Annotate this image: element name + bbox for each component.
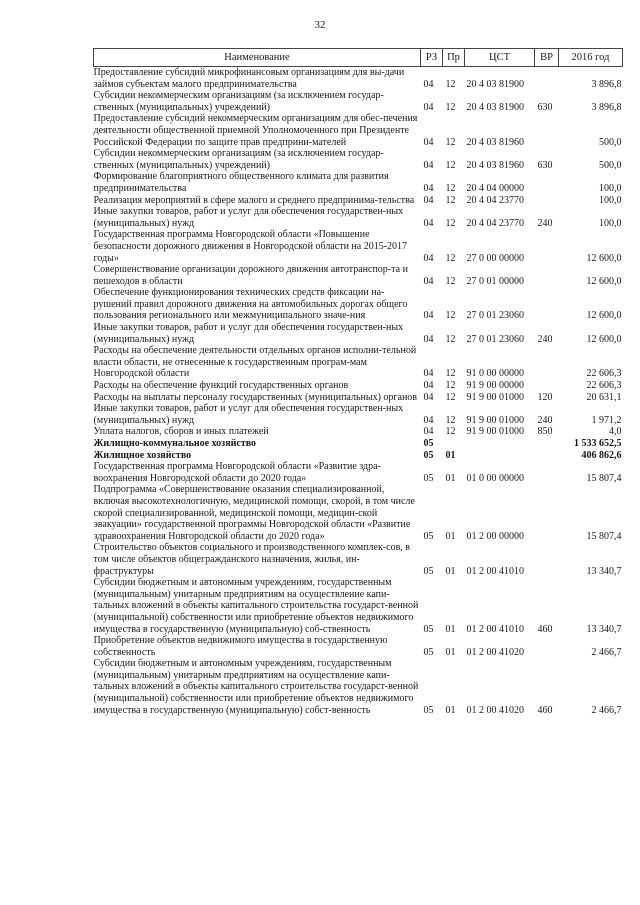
row-pr-cell: 12 <box>445 217 456 229</box>
row-pr-cell: 01 <box>445 472 456 484</box>
row-rz-cell: 05 <box>423 704 434 716</box>
row-cst-cell: 91 9 00 01000 <box>466 426 524 438</box>
row-rz-cell: 04 <box>423 159 434 171</box>
table-row <box>94 322 623 345</box>
header-pr: Пр <box>443 49 465 67</box>
row-sum-cell: 12 600,0 <box>586 333 622 345</box>
table-row <box>94 380 623 392</box>
row-name-cell: Субсидии некоммерческим организациям (за исключением государ-ственных (муниципальных) учреждений) <box>93 148 384 171</box>
row-sum-cell: 15 807,4 <box>586 530 622 542</box>
row-cst-cell: 20 4 04 00000 <box>466 182 524 194</box>
row-name-cell: Подпрограмма «Совершенствование оказания специализированной, включая высокотехнологичную, медицинской помощи, скорой, в том числе скорой специализированной, медицинской помощи, медицин-ской эвакуации» государственной программы Новгородской области «Развитие здравоохранения Новгородской области до 2020 года» <box>93 484 415 542</box>
table-row <box>94 484 623 542</box>
row-pr-cell <box>443 438 465 450</box>
row-rz-cell: 04 <box>423 217 434 229</box>
row-name-cell: Субсидии бюджетным и автономным учреждениям, государственным (муниципальным) унитарным предприятиям на осуществление капи-тальных вложений в объекты капитального строительства государст-венной (муниципальной) собственности или приобретение объектов недвижимого имущества в государственную (муниципальную) собст-венность <box>93 658 419 716</box>
table-row <box>94 577 623 635</box>
row-rz-cell: 04 <box>423 391 434 403</box>
row-pr-cell: 12 <box>445 101 456 113</box>
row-cst-cell: 91 9 00 00000 <box>466 380 524 392</box>
row-pr-cell: 12 <box>445 136 456 148</box>
row-name-cell: Иные закупки товаров, работ и услуг для обеспечения государствен-ных (муниципальных) нужд <box>93 206 404 229</box>
row-cst-cell: 91 0 00 00000 <box>466 368 524 380</box>
table-row <box>94 90 623 113</box>
table-body <box>94 67 623 717</box>
row-sum-cell: 2 466,7 <box>591 704 622 716</box>
row-name-cell: Иные закупки товаров, работ и услуг для обеспечения государствен-ных (муниципальных) нужд <box>93 403 404 426</box>
row-name-cell: Совершенствование организации дорожного движения автотранспор-та и пешеходов в области <box>93 264 408 287</box>
row-name-cell: Жилищное хозяйство <box>93 449 192 461</box>
row-vr-cell <box>535 195 559 207</box>
row-name-cell: Субсидии некоммерческим организациям (за исключением государ-ственных (муниципальных) учреждений) <box>93 90 384 113</box>
row-sum-cell: 13 340,7 <box>586 565 622 577</box>
row-cst-cell: 01 2 00 41020 <box>466 704 524 716</box>
row-name-cell: Строительство объектов социального и производственного комплек-сов, в том числе объектов общегражданского назначения, жилья, ин-фраструктуры <box>93 542 411 577</box>
row-sum-cell: 3 896,8 <box>591 101 622 113</box>
row-sum-cell: 20 631,1 <box>586 391 622 403</box>
row-vr-cell <box>535 438 559 450</box>
header-sum: 2016 год <box>559 49 623 67</box>
row-pr-cell: 01 <box>445 565 456 577</box>
row-pr-cell: 12 <box>445 194 456 206</box>
row-vr-cell: 460 <box>537 623 553 635</box>
table-row <box>94 392 623 404</box>
table-row <box>94 171 623 194</box>
row-rz-cell: 04 <box>423 380 434 392</box>
row-cst-cell: 20 4 03 81900 <box>466 101 524 113</box>
row-rz-cell: 04 <box>423 101 434 113</box>
row-pr-cell: 01 <box>445 646 456 658</box>
row-sum-cell: 1 533 652,5 <box>574 438 622 449</box>
row-pr-cell: 12 <box>445 275 456 287</box>
row-sum-cell: 500,0 <box>599 159 622 171</box>
row-name-cell: Уплата налогов, сборов и иных платежей <box>93 426 269 438</box>
table-row <box>94 542 623 577</box>
row-cst-cell <box>465 438 535 450</box>
row-rz-cell: 04 <box>423 182 434 194</box>
row-sum-cell: 100,0 <box>599 194 622 206</box>
row-cst-cell: 27 0 01 00000 <box>466 275 524 287</box>
row-rz-cell: 05 <box>423 646 434 658</box>
row-cst-cell: 01 2 00 00000 <box>466 530 524 542</box>
page-number: 32 <box>314 19 326 31</box>
table-row <box>94 438 623 450</box>
row-vr-cell <box>535 264 559 287</box>
row-sum-cell: 3 896,8 <box>591 78 622 90</box>
row-vr-cell <box>535 67 559 91</box>
row-vr-cell <box>535 484 559 542</box>
row-cst-cell: 27 0 01 23060 <box>466 333 524 345</box>
row-cst-cell: 20 4 04 23770 <box>466 194 524 206</box>
row-rz-cell: 04 <box>423 333 434 345</box>
row-name-cell: Приобретение объектов недвижимого имущества в государственную собственность <box>93 635 388 658</box>
row-name-cell: Жилищно-коммунальное хозяйство <box>93 438 257 449</box>
table-row <box>94 67 623 91</box>
table-row <box>94 113 623 148</box>
row-pr-cell: 01 <box>445 623 456 635</box>
row-cst-cell: 20 4 03 81960 <box>466 136 524 148</box>
table-row <box>94 426 623 438</box>
row-rz-cell: 05 <box>423 530 434 542</box>
row-sum-cell: 2 466,7 <box>591 646 622 658</box>
row-pr-cell: 12 <box>445 182 456 194</box>
row-rz-cell: 04 <box>423 136 434 148</box>
row-vr-cell <box>535 635 559 658</box>
table-row <box>94 264 623 287</box>
table-header-row <box>94 49 623 67</box>
row-pr-cell: 12 <box>445 159 456 171</box>
row-rz-cell: 04 <box>423 414 434 426</box>
table-row <box>94 206 623 229</box>
row-name-cell: Государственная программа Новгородской области «Развитие здра-воохранения Новгородской области до 2020 года» <box>93 461 381 484</box>
row-cst-cell: 01 2 00 41010 <box>466 565 524 577</box>
row-name-cell: Государственная программа Новгородской области «Повышение безопасности дорожного движения в Новгородской области на 2015-2017 годы» <box>93 229 408 264</box>
row-vr-cell <box>535 345 559 380</box>
row-cst-cell: 27 0 01 23060 <box>466 310 524 322</box>
header-name: Наименование <box>94 49 421 67</box>
row-rz-cell: 05 <box>423 438 434 449</box>
row-sum-cell: 22 606,3 <box>586 368 622 380</box>
row-sum-cell: 1 971,2 <box>591 414 622 426</box>
row-pr-cell: 12 <box>445 252 456 264</box>
row-vr-cell: 850 <box>537 426 553 438</box>
table-row <box>94 461 623 484</box>
row-sum-cell: 12 600,0 <box>586 275 622 287</box>
table-row <box>94 635 623 658</box>
row-vr-cell <box>535 287 559 322</box>
row-cst-cell: 20 4 04 23770 <box>466 217 524 229</box>
row-rz-cell: 04 <box>423 194 434 206</box>
row-name-cell: Расходы на обеспечение функций государственных органов <box>93 380 349 392</box>
row-sum-cell: 13 340,7 <box>586 623 622 635</box>
row-rz-cell: 05 <box>423 472 434 484</box>
row-pr-cell: 01 <box>445 530 456 542</box>
row-rz-cell: 04 <box>423 78 434 90</box>
table-row <box>94 345 623 380</box>
table-row <box>94 450 623 462</box>
table-row <box>94 403 623 426</box>
row-cst-cell: 01 0 00 00000 <box>466 472 524 484</box>
row-pr-cell: 12 <box>445 426 456 438</box>
row-rz-cell: 04 <box>423 252 434 264</box>
row-vr-cell <box>535 380 559 392</box>
row-sum-cell: 100,0 <box>599 217 622 229</box>
budget-table <box>93 48 623 716</box>
table-row <box>94 195 623 207</box>
row-vr-cell: 240 <box>537 333 553 345</box>
row-rz-cell: 04 <box>423 310 434 322</box>
row-cst-cell: 91 9 00 01000 <box>466 391 524 403</box>
row-sum-cell: 12 600,0 <box>586 310 622 322</box>
row-sum-cell: 500,0 <box>599 136 622 148</box>
row-cst-cell <box>465 450 535 462</box>
row-sum-cell: 15 807,4 <box>586 472 622 484</box>
row-pr-cell: 12 <box>445 414 456 426</box>
row-pr-cell: 01 <box>445 449 456 461</box>
row-vr-cell <box>535 461 559 484</box>
table-row <box>94 229 623 264</box>
row-cst-cell: 20 4 03 81960 <box>466 159 524 171</box>
row-pr-cell: 12 <box>445 310 456 322</box>
row-name-cell: Расходы на обеспечение деятельности отдельных органов исполни-тельной власти области, не отнесенные к государственным програм-мам Новгородской области <box>93 345 417 380</box>
row-vr-cell: 630 <box>537 159 553 171</box>
row-vr-cell: 240 <box>537 217 553 229</box>
row-cst-cell: 01 2 00 41020 <box>466 646 524 658</box>
row-vr-cell <box>535 450 559 462</box>
row-pr-cell: 12 <box>445 333 456 345</box>
row-rz-cell: 04 <box>423 275 434 287</box>
row-vr-cell: 240 <box>537 414 553 426</box>
row-sum-cell: 12 600,0 <box>586 252 622 264</box>
row-sum-cell: 4,0 <box>609 426 622 438</box>
row-name-cell: Формирование благоприятного общественного климата для развития предпринимательства <box>93 171 389 194</box>
row-rz-cell: 05 <box>423 565 434 577</box>
row-cst-cell: 20 4 03 81900 <box>466 78 524 90</box>
row-vr-cell <box>535 542 559 577</box>
row-name-cell: Обеспечение функционирования технических средств фиксации на-рушений правил дорожного движения на автомобильных дорогах общего пользования регионального или межмуниципального значе-ния <box>93 287 408 322</box>
row-rz-cell: 05 <box>423 623 434 635</box>
row-vr-cell: 120 <box>537 391 553 403</box>
row-cst-cell: 91 9 00 01000 <box>466 414 524 426</box>
row-name-cell: Субсидии бюджетным и автономным учреждениям, государственным (муниципальным) унитарным предприятиям на осуществление капи-тальных вложений в объекты капитального строительства государст-венной (муниципальной) собственности или приобретение объектов недвижимого имущества в государственную (муниципальную) соб-ственность <box>93 577 419 635</box>
row-pr-cell: 01 <box>445 704 456 716</box>
row-cst-cell: 01 2 00 41010 <box>466 623 524 635</box>
row-vr-cell: 630 <box>537 101 553 113</box>
table-row <box>94 658 623 716</box>
row-sum-cell: 406 862,6 <box>581 449 622 461</box>
row-vr-cell <box>535 171 559 194</box>
row-rz-cell: 05 <box>423 449 434 461</box>
row-pr-cell: 12 <box>445 391 456 403</box>
header-vr: ВР <box>535 49 559 67</box>
row-rz-cell: 04 <box>423 368 434 380</box>
table-row <box>94 148 623 171</box>
header-cst: ЦСТ <box>465 49 535 67</box>
budget-table-container <box>93 48 622 716</box>
row-vr-cell <box>535 113 559 148</box>
table-row <box>94 287 623 322</box>
row-vr-cell: 460 <box>537 704 553 716</box>
header-rz: РЗ <box>421 49 443 67</box>
row-name-cell: Расходы на выплаты персоналу государственных (муниципальных) органов <box>93 391 418 403</box>
row-pr-cell: 12 <box>445 380 456 392</box>
row-name-cell: Реализация мероприятий в сфере малого и среднего предпринима-тельства <box>93 194 415 206</box>
row-rz-cell: 04 <box>423 426 434 438</box>
row-name-cell: Иные закупки товаров, работ и услуг для обеспечения государствен-ных (муниципальных) нужд <box>93 322 404 345</box>
row-sum-cell: 100,0 <box>599 182 622 194</box>
row-cst-cell: 27 0 00 00000 <box>466 252 524 264</box>
row-name-cell: Предоставление субсидий микрофинансовым организациям для вы-дачи займов субъектам малого предпринимательства <box>93 67 405 90</box>
row-vr-cell <box>535 229 559 264</box>
row-pr-cell: 12 <box>445 78 456 90</box>
row-sum-cell: 22 606,3 <box>586 380 622 392</box>
row-pr-cell: 12 <box>445 368 456 380</box>
row-name-cell: Предоставление субсидий некоммерческим организациям для обес-печения деятельности общественной приемной Уполномоченного при Президенте Российской Федерации по защите прав предприни-мателей <box>93 113 418 148</box>
